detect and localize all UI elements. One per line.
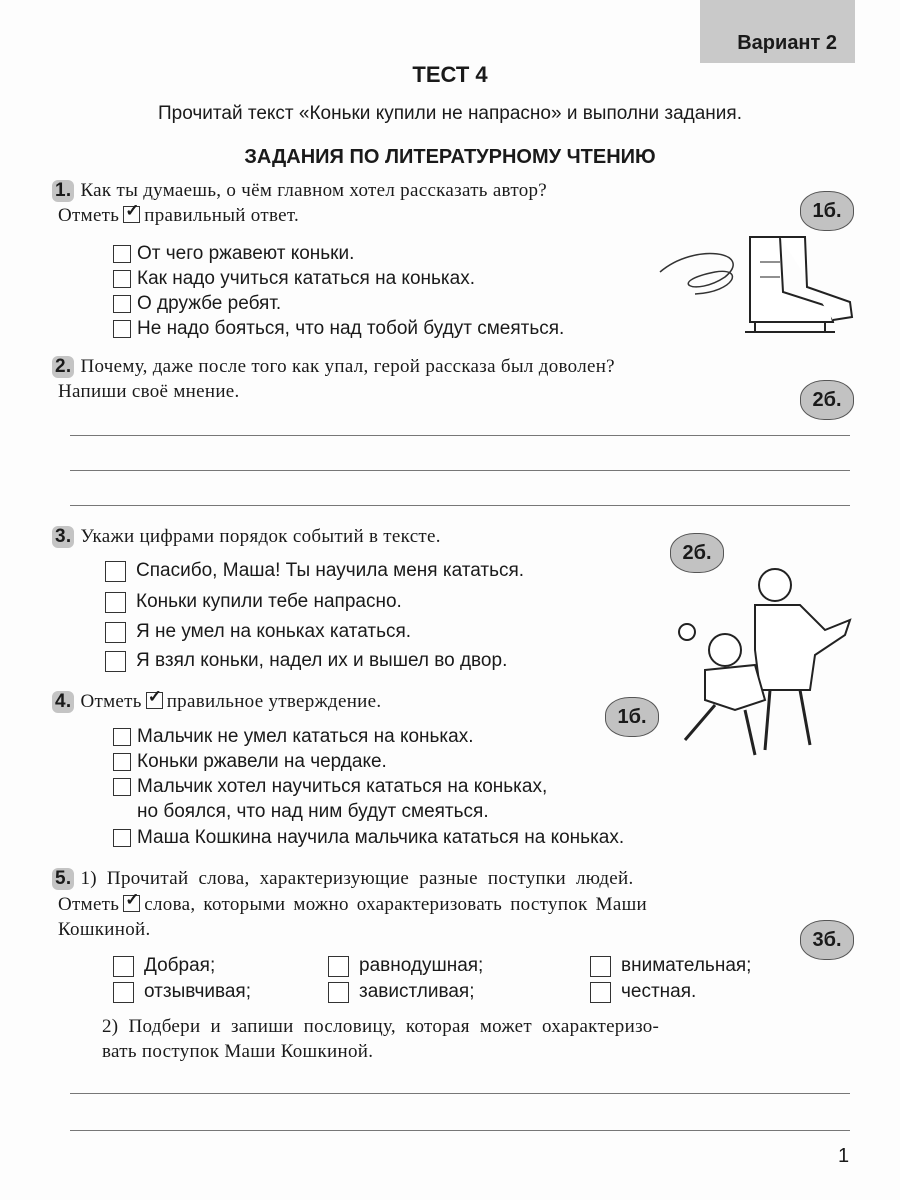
option-label: Коньки купили тебе напрасно. xyxy=(136,591,402,612)
points-badge: 1б. xyxy=(800,191,854,231)
q2-number: 2. xyxy=(52,356,74,378)
option-label: Я взял коньки, надел их и вышел во двор. xyxy=(136,650,508,671)
checkbox[interactable] xyxy=(113,753,131,771)
option-label: Мальчик хотел научиться кататься на коньках, xyxy=(137,776,548,797)
order-box[interactable] xyxy=(105,561,126,582)
option-label: Как надо учиться кататься на коньках. xyxy=(137,268,475,289)
q4-option[interactable] xyxy=(113,726,474,748)
intro-text: Прочитай текст «Коньки купили не напрасно» и выполни задания. xyxy=(158,103,742,124)
q5-part2-line2: вать поступок Маши Кошкиной. xyxy=(102,1041,374,1062)
q3-number: 3. xyxy=(52,526,74,548)
checkbox[interactable] xyxy=(113,956,134,977)
q4-option[interactable] xyxy=(113,776,547,798)
option-label: Я не умел на коньках кататься. xyxy=(136,621,412,642)
q1-option[interactable] xyxy=(113,318,564,340)
variant-tab xyxy=(700,0,855,63)
points-badge: 3б. xyxy=(800,920,854,960)
points-badge: 2б. xyxy=(670,533,724,573)
answer-line[interactable] xyxy=(70,435,850,436)
word-label: честная. xyxy=(621,981,697,1002)
word-option[interactable] xyxy=(328,955,483,977)
answer-line[interactable] xyxy=(70,470,850,471)
variant-label: Вариант 2 xyxy=(737,32,837,54)
word-option[interactable] xyxy=(113,981,251,1003)
q1-number: 1. xyxy=(52,180,74,202)
q1-text: Как ты думаешь, о чём главном хотел рассказать автор? xyxy=(80,180,548,201)
word-option[interactable] xyxy=(113,955,215,977)
checkmark-icon xyxy=(123,206,140,223)
order-box[interactable] xyxy=(105,592,126,613)
checkbox[interactable] xyxy=(328,956,349,977)
word-option[interactable] xyxy=(328,981,474,1003)
q2-line1 xyxy=(52,356,615,378)
q4-option[interactable] xyxy=(113,827,624,849)
checkbox[interactable] xyxy=(113,778,131,796)
checkbox[interactable] xyxy=(113,295,131,313)
order-box[interactable] xyxy=(105,622,126,643)
q4-line xyxy=(52,691,381,713)
option-label: Мальчик не умел кататься на коньках. xyxy=(137,726,474,747)
q4-instruction: Отметь xyxy=(80,691,142,712)
word-label: равнодушная; xyxy=(359,955,484,976)
answer-line[interactable] xyxy=(70,505,850,506)
q4-instruction-end: правильное утверждение. xyxy=(166,691,382,712)
q3-option[interactable] xyxy=(105,650,507,672)
checkbox[interactable] xyxy=(113,320,131,338)
word-label: завистливая; xyxy=(359,981,475,1002)
option-label: Коньки ржавели на чердаке. xyxy=(137,751,387,772)
q3-option[interactable] xyxy=(105,591,402,613)
checkbox[interactable] xyxy=(328,982,349,1003)
test-title: ТЕСТ 4 xyxy=(412,62,488,87)
points-badge: 1б. xyxy=(605,697,659,737)
q1-option[interactable] xyxy=(113,268,475,290)
q3-line xyxy=(52,526,441,548)
skates-illustration xyxy=(655,232,855,342)
option-label-continued: но боялся, что над ним будут смеяться. xyxy=(137,801,489,822)
section-title: ЗАДАНИЯ ПО ЛИТЕРАТУРНОМУ ЧТЕНИЮ xyxy=(244,146,656,168)
q1-line2 xyxy=(58,205,299,227)
option-label: Маша Кошкина научила мальчика кататься на коньках. xyxy=(137,827,625,848)
checkmark-icon xyxy=(146,692,163,709)
option-label: Спасибо, Маша! Ты научила меня кататься. xyxy=(136,560,525,581)
word-option[interactable] xyxy=(590,981,696,1003)
checkbox[interactable] xyxy=(113,829,131,847)
word-label: отзывчивая; xyxy=(144,981,251,1002)
q3-option[interactable] xyxy=(105,560,524,582)
page-number: 1 xyxy=(838,1145,850,1167)
q5-instruction: Отметь xyxy=(58,894,120,915)
q5-line2 xyxy=(58,894,647,916)
q5-number: 5. xyxy=(52,868,74,890)
q2-line2: Напиши своё мнение. xyxy=(58,381,240,402)
q1-instruction: Отметь xyxy=(58,205,120,226)
checkbox[interactable] xyxy=(590,956,611,977)
answer-line[interactable] xyxy=(70,1093,850,1094)
option-label: О дружбе ребят. xyxy=(137,293,282,314)
checkbox[interactable] xyxy=(113,245,131,263)
q5-line3: Кошкиной. xyxy=(58,919,151,940)
q5-instruction-end: слова, которыми можно охарактеризовать поступок Маши xyxy=(144,894,647,915)
checkbox[interactable] xyxy=(590,982,611,1003)
q5-text: 1) Прочитай слова, характеризующие разные поступки людей. xyxy=(80,868,634,889)
children-skating-illustration xyxy=(665,560,860,775)
q4-option[interactable] xyxy=(113,751,387,773)
q1-option[interactable] xyxy=(113,293,281,315)
q1-line1 xyxy=(52,180,547,202)
q5-line1 xyxy=(52,868,634,890)
word-label: Добрая; xyxy=(144,955,216,976)
word-label: внимательная; xyxy=(621,955,752,976)
points-badge: 2б. xyxy=(800,380,854,420)
q2-text: Почему, даже после того как упал, герой рассказа был доволен? xyxy=(80,356,615,377)
checkbox[interactable] xyxy=(113,982,134,1003)
answer-line[interactable] xyxy=(70,1130,850,1131)
checkbox[interactable] xyxy=(113,270,131,288)
word-option[interactable] xyxy=(590,955,751,977)
order-box[interactable] xyxy=(105,651,126,672)
q1-instruction-end: правильный ответ. xyxy=(144,205,300,226)
option-label: От чего ржавеют коньки. xyxy=(137,243,355,264)
q3-option[interactable] xyxy=(105,621,411,643)
option-label: Не надо бояться, что над тобой будут смеяться. xyxy=(137,318,565,339)
q3-text: Укажи цифрами порядок событий в тексте. xyxy=(80,526,441,547)
q5-part2-line1: 2) Подбери и запиши пословицу, которая может охарактеризо- xyxy=(102,1016,660,1037)
q4-number: 4. xyxy=(52,691,74,713)
q1-option[interactable] xyxy=(113,243,354,265)
checkbox[interactable] xyxy=(113,728,131,746)
checkmark-icon xyxy=(123,895,140,912)
